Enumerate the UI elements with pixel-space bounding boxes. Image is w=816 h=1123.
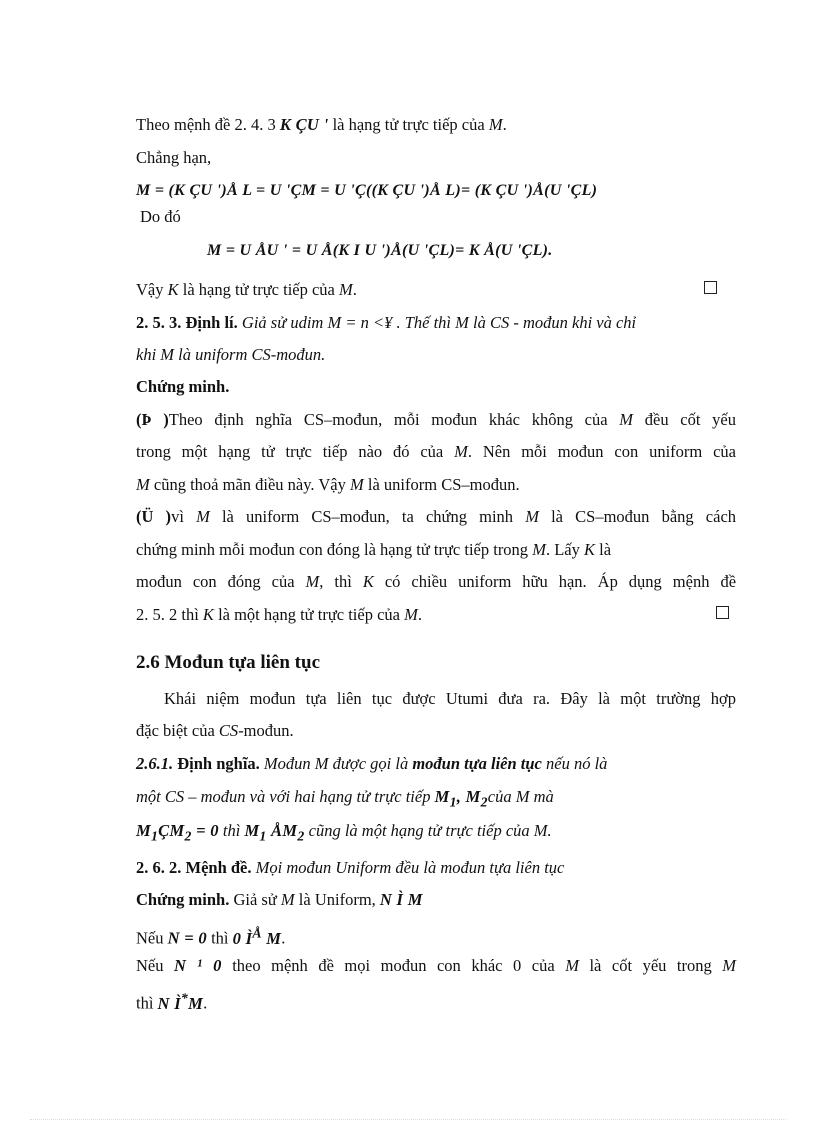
text: . Thế thì M là CS - mođun khi và chỉ [396, 313, 637, 332]
text-line [136, 114, 736, 136]
math-symbol: M [339, 280, 353, 299]
text: cũng thoả mãn điều này. Vậy [153, 475, 346, 494]
text: Giả sử [233, 890, 277, 909]
heading-text: 2.6 Mođun tựa liên tục [136, 652, 320, 673]
math-symbol: K [362, 572, 374, 591]
math-symbol: M [196, 507, 210, 526]
text: thì [211, 928, 229, 948]
math-symbol: M [619, 410, 634, 429]
text-line [136, 889, 736, 911]
text: chứng minh mỗi mođun con đóng là hạng tử trực tiếp trong [136, 540, 529, 559]
text: -mođun. [238, 721, 294, 740]
text-line [136, 955, 736, 977]
separator: , [456, 787, 462, 806]
text: là CS–mođun bằng cách [551, 507, 737, 526]
math-symbol: N Ì [157, 993, 181, 1013]
math-expression: N ¹ 0 [174, 956, 222, 975]
text-line [136, 506, 736, 528]
math-symbol: (Þ ) [136, 410, 169, 429]
math-symbol: ÇM [158, 821, 185, 840]
equation [136, 180, 736, 202]
text-line [136, 279, 736, 301]
theorem-title: Định lí. [185, 313, 238, 332]
proof-heading [136, 376, 736, 398]
math-symbol: M [280, 890, 295, 909]
text: Theo định nghĩa CS–mođun, mỗi mođun khác không của [168, 410, 608, 429]
text: . [502, 115, 507, 134]
text: thì [222, 821, 241, 840]
text: Do đó [140, 207, 181, 226]
text-line [136, 604, 736, 626]
text-line [136, 539, 736, 561]
math-symbol: M [305, 572, 320, 591]
text: Nếu [136, 928, 164, 948]
text: Theo mệnh đề 2. 4. 3 [136, 115, 276, 134]
text-line [136, 820, 736, 847]
text-line [136, 344, 736, 366]
subscript: 2 [480, 794, 488, 810]
text: một CS – mođun và với hai hạng tử trực tiếp [136, 787, 431, 806]
superscript: Å [252, 925, 262, 940]
text-line [136, 753, 736, 775]
math-symbol: M [350, 475, 364, 494]
math-expression: K ÇU ' [279, 115, 329, 134]
subscript: 1 [449, 794, 457, 810]
text: đặc biệt của [136, 721, 215, 740]
text: . [352, 280, 357, 299]
text: là hạng tử trực tiếp của [182, 280, 335, 299]
math-expression: N = 0 [167, 928, 207, 948]
text-line [136, 922, 736, 950]
math-symbol: (Ü ) [136, 507, 172, 526]
text: là uniform CS–mođun, ta chứng minh [221, 507, 514, 526]
equation [207, 240, 807, 262]
text-line [136, 786, 736, 813]
text: Vậy [136, 280, 164, 299]
text: cũng là một hạng tử trực tiếp của M. [308, 821, 552, 840]
text: theo mệnh đề mọi mođun con khác 0 của [232, 956, 555, 975]
text: nếu nó là [546, 754, 608, 773]
math-symbol: M [266, 928, 282, 948]
math-symbol: M [565, 956, 579, 975]
math-symbol: K [202, 605, 214, 624]
math-symbol: M [488, 115, 503, 134]
text-line [136, 571, 736, 593]
page-bottom-border [30, 1119, 786, 1120]
superscript: * [180, 990, 189, 1005]
text: . [203, 993, 208, 1013]
proposition-title: Mệnh đề. [185, 858, 252, 877]
math-symbol: M [434, 787, 450, 806]
text: trong một hạng tử trực tiếp nào đó của [136, 442, 444, 461]
math-symbol: M [465, 787, 481, 806]
text-line [136, 857, 736, 879]
text: mođun con đóng của [136, 572, 295, 591]
text: 2. 5. 2 thì [136, 605, 199, 624]
math-expression [434, 787, 488, 810]
math-symbol: M [244, 821, 260, 840]
text-line [136, 474, 736, 496]
math-expression [244, 821, 305, 844]
math-expression [157, 990, 204, 1013]
text: khi M là uniform CS-mođun. [136, 345, 326, 364]
text-line [136, 147, 736, 169]
text-line [136, 441, 736, 463]
text: là [599, 540, 612, 559]
text: Chẳng hạn, [136, 148, 212, 167]
subscript: 2 [184, 828, 192, 844]
math-symbol: M [136, 821, 151, 840]
math-symbol: K [167, 280, 179, 299]
text: Chứng minh. [136, 377, 230, 396]
text-line [164, 688, 736, 710]
text-line [136, 987, 736, 1015]
text-line [136, 720, 736, 742]
equation-text: M = U ÅU ' = U Å(K I U ')Å(U 'ÇL)= K Å(U 'ÇL). [207, 242, 553, 259]
math-symbol: K [583, 540, 595, 559]
text: Mođun M được gọi là [263, 754, 409, 773]
math-symbol: M [532, 540, 546, 559]
text: Nếu [136, 956, 164, 975]
math-symbol: ÅM [271, 821, 298, 840]
text: . [281, 928, 286, 948]
math-expression: M = n <¥ [327, 313, 393, 332]
text: là Uniform, [298, 890, 376, 909]
text: Khái niệm mođun tựa liên tục được Utumi đưa ra. Đây là một trường hợp [164, 689, 736, 708]
math-symbol: M [722, 956, 737, 975]
qed-box-icon [716, 606, 729, 619]
math-symbol: M [454, 442, 468, 461]
definition-title: Định nghĩa. [177, 754, 260, 773]
math-expression [136, 821, 219, 844]
section-heading [136, 652, 736, 674]
defined-term: mođun tựa liên tục [412, 754, 542, 773]
text: là cốt yếu trong [589, 956, 712, 975]
text: thì [136, 993, 154, 1013]
text-line [140, 206, 740, 228]
math-symbol: M [188, 993, 204, 1013]
text: của M mà [487, 787, 554, 806]
text: CS [218, 721, 239, 740]
text-line [136, 409, 736, 431]
text: có chiều uniform hữu hạn. Áp dụng mệnh đề [384, 572, 737, 591]
proof-heading: Chứng minh. [136, 890, 230, 909]
proposition-number: 2. 6. 2. [136, 858, 182, 877]
text: Giả sử udim [241, 313, 324, 332]
text: . Nên mỗi mođun con uniform của [467, 442, 737, 461]
math-expression: N Ì M [379, 890, 423, 909]
math-symbol: M [136, 475, 150, 494]
text: Mọi mođun Uniform đều là mođun tựa liên tục [255, 858, 565, 877]
subscript: 1 [259, 828, 267, 844]
text: . Lấy [545, 540, 580, 559]
math-symbol: 0 Ì [232, 928, 253, 948]
math-symbol: M [404, 605, 418, 624]
text-line [136, 312, 736, 334]
math-symbol: M [525, 507, 539, 526]
theorem-number: 2. 5. 3. [136, 313, 182, 332]
subscript: 2 [297, 828, 305, 844]
math-expression [232, 925, 282, 948]
math-symbol: = 0 [196, 821, 219, 840]
text: là một hạng tử trực tiếp của [218, 605, 400, 624]
subscript: 1 [150, 828, 159, 844]
text: vì [171, 507, 184, 526]
text: là uniform CS–mođun. [367, 475, 520, 494]
qed-box-icon [704, 281, 717, 294]
text: , thì [319, 572, 352, 591]
definition-number: 2.6.1. [136, 754, 174, 773]
text: đều cốt yếu [644, 410, 736, 429]
text: là hạng tử trực tiếp của [332, 115, 485, 134]
text: . [417, 605, 422, 624]
equation-text: M = (K ÇU ')Å L = U 'ÇM = U 'Ç((K ÇU ')Å L)= (K ÇU ')Å(U 'ÇL) [136, 182, 598, 199]
